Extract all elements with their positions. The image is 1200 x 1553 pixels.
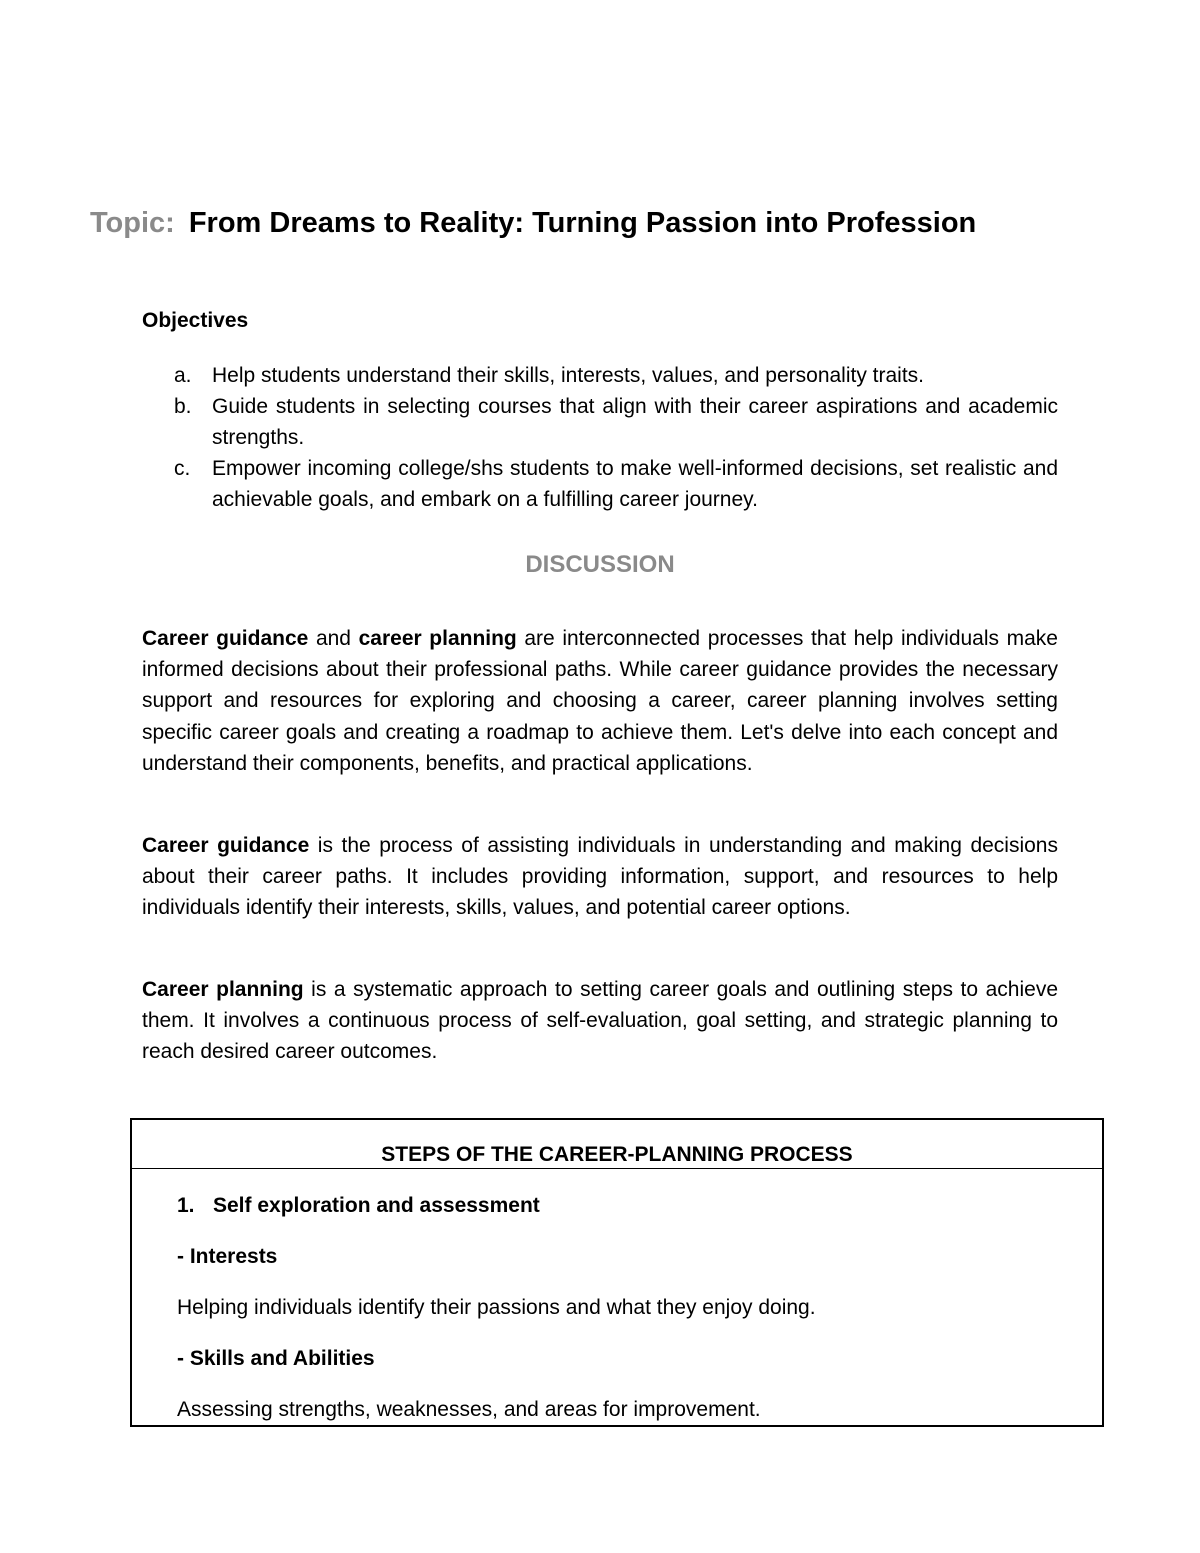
steps-table-title: STEPS OF THE CAREER-PLANNING PROCESS (381, 1143, 853, 1166)
topic-label: Topic: (90, 207, 175, 239)
objective-text: Help students understand their skills, interests, values, and personality traits. (212, 364, 925, 387)
steps-table-header (132, 1120, 1102, 1169)
paragraph-text: is the process of assisting individuals in understanding and making decisions about their career paths. It includes providing information, support, and resources to help individuals identify their interests, skills, values, and potential career options. (142, 834, 1058, 920)
term-career-guidance: Career guidance (142, 834, 310, 857)
objective-item (142, 360, 1058, 391)
objective-marker: a. (174, 364, 192, 387)
objective-text: Guide students in selecting courses that align with their career aspirations and academic strengths. (212, 395, 1058, 449)
skills-heading: - Skills and Abilities (177, 1347, 375, 1370)
objective-text: Empower incoming college/shs students to make well-informed decisions, set realistic and achievable goals, and embark on a fulfilling career journey. (212, 457, 1058, 511)
term-career-planning: career planning (358, 627, 517, 650)
steps-table (130, 1118, 1104, 1427)
skills-text: Assessing strengths, weaknesses, and areas for improvement. (177, 1398, 761, 1421)
objective-item (142, 453, 1058, 515)
objective-marker: c. (174, 457, 191, 480)
step-row (177, 1190, 1077, 1241)
objective-item (142, 391, 1058, 453)
steps-table-body (177, 1190, 1077, 1445)
interests-heading: - Interests (177, 1245, 278, 1268)
discussion-paragraph-intro (142, 623, 1058, 779)
page-title (90, 203, 1150, 243)
objectives-heading: Objectives (142, 309, 249, 332)
term-career-planning: Career planning (142, 978, 304, 1001)
discussion-paragraph-planning (142, 974, 1058, 1068)
paragraph-text: are interconnected processes that help individuals make informed decisions about their professional paths. While career guidance provides the necessary support and resources for exploring and choosing a career, career planning involves setting specific career goals and creating a roadmap to achieve them. Let's delve into each concept and understand their components, benefits, and practical applications. (142, 627, 1058, 775)
step-number: 1. (177, 1194, 195, 1217)
objective-marker: b. (174, 395, 192, 418)
objectives-list (142, 360, 1058, 515)
paragraph-text: is a systematic approach to setting career goals and outlining steps to achieve them. It involves a continuous process of self-evaluation, goal setting, and strategic planning to reach desired career outcomes. (142, 978, 1058, 1064)
discussion-paragraph-guidance (142, 830, 1058, 924)
discussion-heading: DISCUSSION (525, 551, 675, 578)
paragraph-text: and (308, 627, 359, 650)
topic-title: From Dreams to Reality: Turning Passion into Profession (188, 207, 977, 239)
interests-text: Helping individuals identify their passions and what they enjoy doing. (177, 1296, 816, 1319)
term-career-guidance: Career guidance (142, 627, 309, 650)
step-title: Self exploration and assessment (213, 1194, 540, 1217)
